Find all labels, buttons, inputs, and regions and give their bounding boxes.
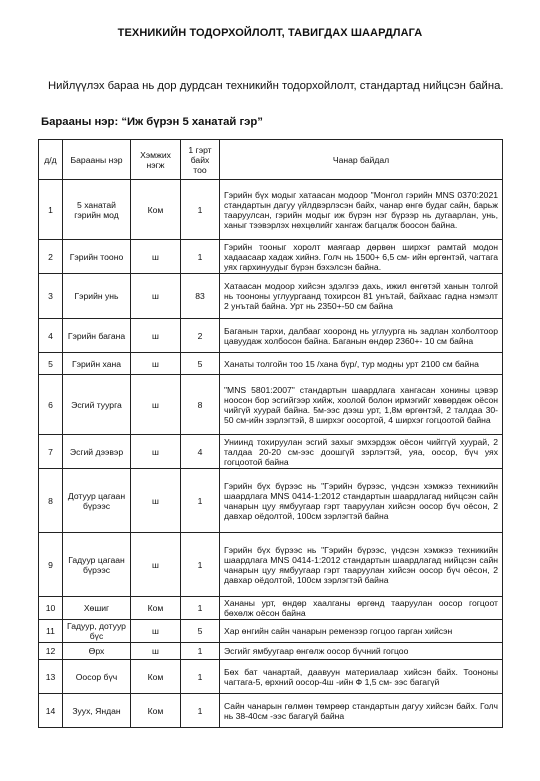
item-quantity: 83 [181, 274, 220, 319]
page-title: ТЕХНИКИЙН ТОДОРХОЙЛОЛТ, ТАВИГДАХ ШААРДЛАГА [117, 27, 423, 39]
item-quantity: 1 [181, 694, 220, 728]
item-quantity: 5 [181, 620, 220, 643]
item-quantity: 1 [181, 240, 220, 274]
item-description: Хананы урт, өндөр хаалганы өргөнд тааруулан оосор гогцоот бөхөлж оёсон байна [220, 597, 503, 620]
item-unit: ш [131, 240, 181, 274]
item-name: Гадуур, дотуур бүс [63, 620, 131, 643]
item-unit: ш [131, 469, 181, 533]
product-heading: Барааны нэр: “Иж бүрэн 5 ханатай гэр” [41, 116, 263, 128]
item-unit: ш [131, 435, 181, 469]
row-number: 12 [39, 643, 63, 660]
item-name: Гадуур цагаан бүрээс [63, 533, 131, 597]
item-name: Дотуур цагаан бүрээс [63, 469, 131, 533]
item-description: Гэрийн тооныг хоролт маягаар дөрвөн ширхэг рамтай модон хадаасаар хадаж хийнэ. Голч нь 1500+ 6,5 см- ийн өргөнтэй, чагтага уях гархинуудыг бүрэн бэхэлсэн байна. [220, 240, 503, 274]
item-name: 5 ханатай гэрийн мод [63, 180, 131, 240]
header-qty: 1 гэрт байх тоо [181, 140, 220, 180]
item-description: Бөх бат чанартай, даавуун материалаар хийсэн байх. Тоононы чагтага-5, өрхний оосор-4ш -ийн Ф 1,5 см- ээс багагүй [220, 660, 503, 694]
item-name: Өрх [63, 643, 131, 660]
item-unit: Ком [131, 180, 181, 240]
row-number: 13 [39, 660, 63, 694]
item-quantity: 1 [181, 643, 220, 660]
item-unit: Ком [131, 597, 181, 620]
item-name: Эсгий дээвэр [63, 435, 131, 469]
table-row [39, 435, 503, 469]
row-number: 11 [39, 620, 63, 643]
row-number: 6 [39, 375, 63, 435]
table-row [39, 375, 503, 435]
row-number: 7 [39, 435, 63, 469]
header-unit: Хэмжих нэгж [131, 140, 181, 180]
spec-table [38, 139, 503, 728]
item-quantity: 1 [181, 660, 220, 694]
item-description: Гэрийн бүх бүрээс нь "Гэрийн бүрээс, үндсэн хэмжээ техникийн шаардлага MNS 0414-1:2012 стандартын шаардлагад нийцсэн сайн чанарын цуу ямбуугаар гэрт тааруулан хийсэн оосор бүч оёсон, 2 давхар оёдолтой, 100см зэрлэгтэй байна [220, 469, 503, 533]
row-number: 1 [39, 180, 63, 240]
item-description: Гэрийн бүх модыг хатаасан модоор "Монгол гэрийн MNS 0370:2021 стандартын дагуу үйлдвэрлэсэн байх, чанар өнгө будаг сайн, барьж тааруулсан, гэрийн модыг иж бүрэн нэг бүрээр нь дугаарлан, унь, ханыг тээвэрлэх нөхцөлийг хангаж багцалж боосон байна. [220, 180, 503, 240]
item-name: Хөшиг [63, 597, 131, 620]
item-name: Гэрийн багана [63, 319, 131, 353]
item-description: Хар өнгийн сайн чанарын ременээр гогцоо гарган хийсэн [220, 620, 503, 643]
item-unit: ш [131, 643, 181, 660]
header-no: д/д [39, 140, 63, 180]
table-row [39, 353, 503, 375]
table-row [39, 694, 503, 728]
item-unit: ш [131, 533, 181, 597]
table-row [39, 597, 503, 620]
item-quantity: 2 [181, 319, 220, 353]
header-quality: Чанар байдал [220, 140, 503, 180]
row-number: 9 [39, 533, 63, 597]
table-row [39, 319, 503, 353]
item-quantity: 4 [181, 435, 220, 469]
table-row [39, 660, 503, 694]
item-name: Гэрийн унь [63, 274, 131, 319]
table-row [39, 620, 503, 643]
item-name: Оосор бүч [63, 660, 131, 694]
row-number: 5 [39, 353, 63, 375]
row-number: 8 [39, 469, 63, 533]
table-header-row [39, 140, 503, 180]
item-description: Униинд тохируулан эсгий захыг эмхэрдэж оёсон чийггүй хуурай, 2 талдаа 20-20 см-ээс доошгүй зэрлэгтэй, уяа, оосор, бүч уях гогцоотой байна [220, 435, 503, 469]
item-description: Ханаты толгойн тоо 15 /хана бүр/, тур модны урт 2100 см байна [220, 353, 503, 375]
table-row [39, 643, 503, 660]
row-number: 3 [39, 274, 63, 319]
item-unit: Ком [131, 694, 181, 728]
item-description: "MNS 5801:2007" стандартын шаардлага хангасан хонины цэвэр ноосон бор эсгийгээр хийж, хоолой болон ирмэгийг хөвөрдөж оёсон чийгүй хуурай байна. 5м-ээс дээш урт, 1,8м өргөнтэй, 2 талдаа 30- 50 см-ийн зэрлэгтэй, 8 ширхэг оосортой, 4 ширхэг гогцоотой байна [220, 375, 503, 435]
row-number: 2 [39, 240, 63, 274]
row-number: 10 [39, 597, 63, 620]
row-number: 4 [39, 319, 63, 353]
item-quantity: 5 [181, 353, 220, 375]
item-unit: ш [131, 353, 181, 375]
item-quantity: 1 [181, 180, 220, 240]
item-quantity: 1 [181, 469, 220, 533]
item-unit: ш [131, 274, 181, 319]
item-name: Гэрийн тооно [63, 240, 131, 274]
item-description: Хатаасан модоор хийсэн здэлгээ дахь, ижил өнгөтэй ханын толгой нь тоононы углуургаанд тохирсон 81 унътай, байхаас гадна нэмэлт 2 унътай байна. Урт нь 2350+-50 см байна [220, 274, 503, 319]
item-name: Эсгий туурга [63, 375, 131, 435]
intro-text: Нийлүүлэх бараа нь дор дурдсан техникийн тодорхойлолт, стандартад нийцсэн байна. [48, 80, 504, 92]
item-unit: ш [131, 620, 181, 643]
table-row [39, 180, 503, 240]
item-quantity: 1 [181, 597, 220, 620]
item-unit: Ком [131, 660, 181, 694]
header-name: Барааны нэр [63, 140, 131, 180]
item-description: Эсгийг ямбуугаар өнгөлж оосор бүчний гогцоо [220, 643, 503, 660]
row-number: 14 [39, 694, 63, 728]
item-name: Зуух, Яндан [63, 694, 131, 728]
item-description: Сайн чанарын гөлмөн төмрөөр стандартын дагуу хийсэн байх. Голч нь 38-40см -ээс багагүй байна [220, 694, 503, 728]
table-row [39, 274, 503, 319]
table-row [39, 240, 503, 274]
item-unit: ш [131, 375, 181, 435]
table-row [39, 469, 503, 533]
item-unit: ш [131, 319, 181, 353]
item-name: Гэрийн хана [63, 353, 131, 375]
item-quantity: 1 [181, 533, 220, 597]
item-quantity: 8 [181, 375, 220, 435]
item-description: Гэрийн бүх бүрээс нь "Гэрийн бүрээс, үндсэн хэмжээ техникийн шаардлага MNS 0414-1:2012 стандартын шаардлагад нийцсэн сайн чанарын цуу ямбуугаар гэрт тааруулан хийсэн оосор бүч оёсон, 2 давхар оёдолтой, 100см зэрлэгтэй байна [220, 533, 503, 597]
item-description: Баганын тархи, далбааг хооронд нь углуурга нь задлан холболтоор цавуудаж холбосон байна. Баганын өндөр 2360+- 10 см байна [220, 319, 503, 353]
table-row [39, 533, 503, 597]
